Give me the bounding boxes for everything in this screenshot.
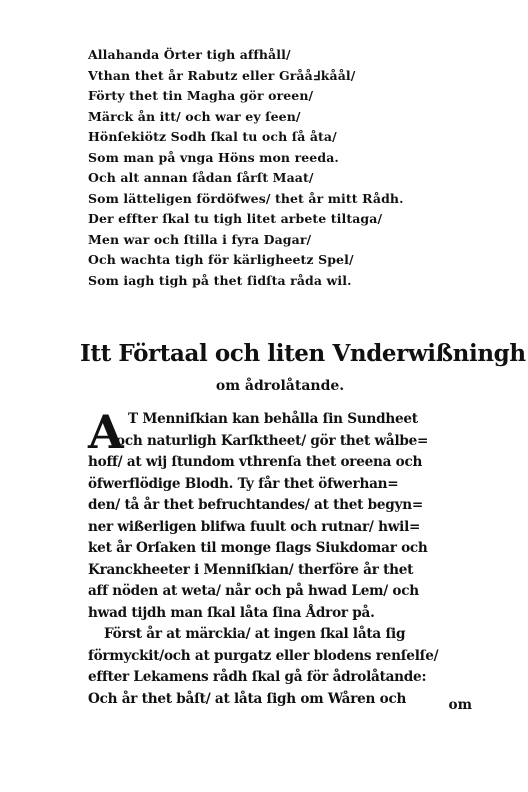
prose-block (88, 405, 478, 710)
verse-line: Förty thet tin Magha gör oreen/ (88, 88, 314, 103)
section-subheading: om ådrolåtande. (215, 378, 345, 394)
verse-block (88, 45, 488, 291)
prose-line: den/ tå år thet befruchtandes/ at thet begyn= (88, 497, 423, 513)
verse-line: Märck ån itt/ och war ey ſeen/ (88, 108, 301, 124)
verse-line: Hönſekiötz Sodh ſkal tu och ſå åta/ (88, 129, 337, 144)
prose-line: ket år Orſaken til monge ſlags Siukdomar och (88, 540, 428, 556)
prose-line: Kranckheeter i Menniſkian/ therföre år thet (88, 561, 414, 578)
prose-line: hwad tijdh man ſkal låta ſina Ådror på. (88, 604, 375, 621)
prose-line: aff nöden at weta/ når och på hwad Lem/ och (88, 583, 419, 599)
prose-line: hoff/ at wij ſtundom vthrenſa thet oreena och (88, 454, 423, 470)
section-heading: Itt Förtaal och liten Vnderwißningh (80, 340, 526, 367)
prose-line: Först år at märckia/ at ingen ſkal låta ſig (104, 626, 406, 642)
catchword: om (448, 697, 472, 713)
prose-line: ner wißerligen blifwa fuult och rutnar/ hwil= (88, 518, 421, 535)
verse-line: Och alt annan ſådan ſårſt Maat/ (88, 170, 314, 185)
verse-line: Som lätteligen fördöfwes/ thet år mitt Rådh. (88, 190, 404, 206)
verse-line: Allahanda Örter tigh affhåll/ (88, 47, 291, 62)
prose-line: T Menniſkian kan behålla ſin Sundheet (128, 411, 418, 427)
drop-capital: A (88, 405, 124, 459)
verse-line: Och wachta tigh för kärligheetz Spel/ (88, 252, 354, 267)
prose-line: och naturligh Karſktheet/ gör thet wålbe= (116, 432, 429, 449)
prose-line: Och år thet båſt/ at låta ſigh om Wåren och (88, 690, 407, 707)
verse-line: Der effter ſkal tu tigh litet arbete tiltaga/ (88, 211, 383, 226)
prose-line: effter Lekamens rådh ſkal gå för ådrolåtande: (88, 669, 427, 685)
verse-line: Men war och ſtilla i fyra Dagar/ (88, 231, 312, 247)
prose-line: öfwerflödige Blodh. Ty får thet öfwerhan= (88, 475, 399, 492)
verse-line: Vthan thet år Rabutz eller Gråå߃kåål/ (88, 67, 356, 83)
verse-line: Som iagh tigh på thet ſidſta råda wil. (88, 272, 352, 288)
prose-line: förmyckit/och at purgatz eller blodens renſelſe/ (88, 647, 439, 664)
verse-line: Som man på vnga Höns mon reeda. (88, 149, 339, 165)
